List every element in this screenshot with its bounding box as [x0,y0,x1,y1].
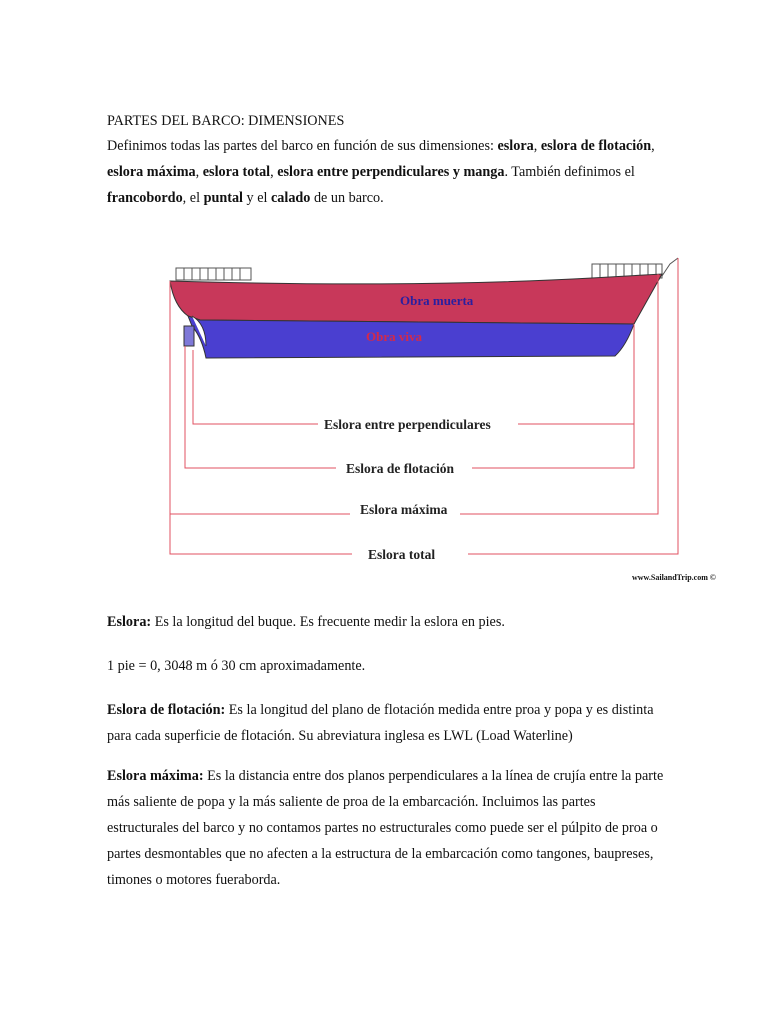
page-title: PARTES DEL BARCO: DIMENSIONES [107,113,345,129]
intro-text-7: , el [182,190,204,206]
pie-conversion: 1 pie = 0, 3048 m ó 30 cm aproximadamente. [107,658,366,674]
intro-text-3: , [651,138,655,154]
obra-muerta-label: Obra muerta [400,293,474,308]
intro-text-5: , [270,164,278,180]
stern-railing [176,268,251,280]
eslora-term: Eslora: [107,614,152,630]
term-puntal: puntal [203,190,243,206]
maxima-text: Es la distancia entre dos planos perpendiculares a la línea de crujía entre la parte más saliente de popa y la más saliente de proa de la embarcación. Incluimos las partes estructurales del barco y no contamos partes no estructurales como puede ser el púlpito de proa o partes desmontables que no afecten a la estructura de la embarcación como tangones, baupreses, timones o motores fueraborda. [107,768,664,888]
intro-text-8: y el [243,190,271,206]
intro-text-2: , [533,138,541,154]
credit-text: www.SailandTrip.com © [632,573,716,582]
intro-text-4: , [195,164,203,180]
term-eslora: eslora [497,138,534,154]
term-eslora-total: eslora total [202,164,271,180]
flotacion-term: Eslora de flotación: [107,702,226,718]
rudder [184,326,194,346]
intro-text-6: . También definimos el [504,164,635,180]
eslora-paragraph [107,609,667,635]
maxima-term: Eslora máxima: [107,768,204,784]
term-francobordo: francobordo [107,190,183,206]
maxima-paragraph [107,763,667,893]
flotacion-text: Es la longitud del plano de flotación medida entre proa y popa y es distinta para cada superficie de flotación. Su abreviatura inglesa es LWL (Load Waterline) [107,702,654,744]
intro-text-1: Definimos todas las partes del barco en función de sus dimensiones: [107,138,498,154]
term-eslora-flotacion: eslora de flotación [540,138,652,154]
ship-diagram-svg [160,250,740,590]
term-eslora-maxima: eslora máxima [107,164,196,180]
eslora-perpendiculares-label: Eslora entre perpendiculares [324,417,491,432]
bow-railing [592,258,678,278]
term-perpendiculares-manga: eslora entre perpendiculares y manga [277,164,505,180]
obra-viva-label: Obra viva [366,329,422,344]
eslora-total-label: Eslora total [368,547,436,562]
eslora-maxima-label: Eslora máxima [360,502,448,517]
term-calado: calado [270,190,311,206]
eslora-text: Es la longitud del buque. Es frecuente medir la eslora en pies. [151,614,505,630]
intro-paragraph [107,133,667,211]
ship-dimensions-diagram [160,250,740,590]
intro-text-9: de un barco. [310,190,384,206]
flotacion-paragraph [107,697,667,749]
eslora-flotacion-label: Eslora de flotación [346,461,454,476]
